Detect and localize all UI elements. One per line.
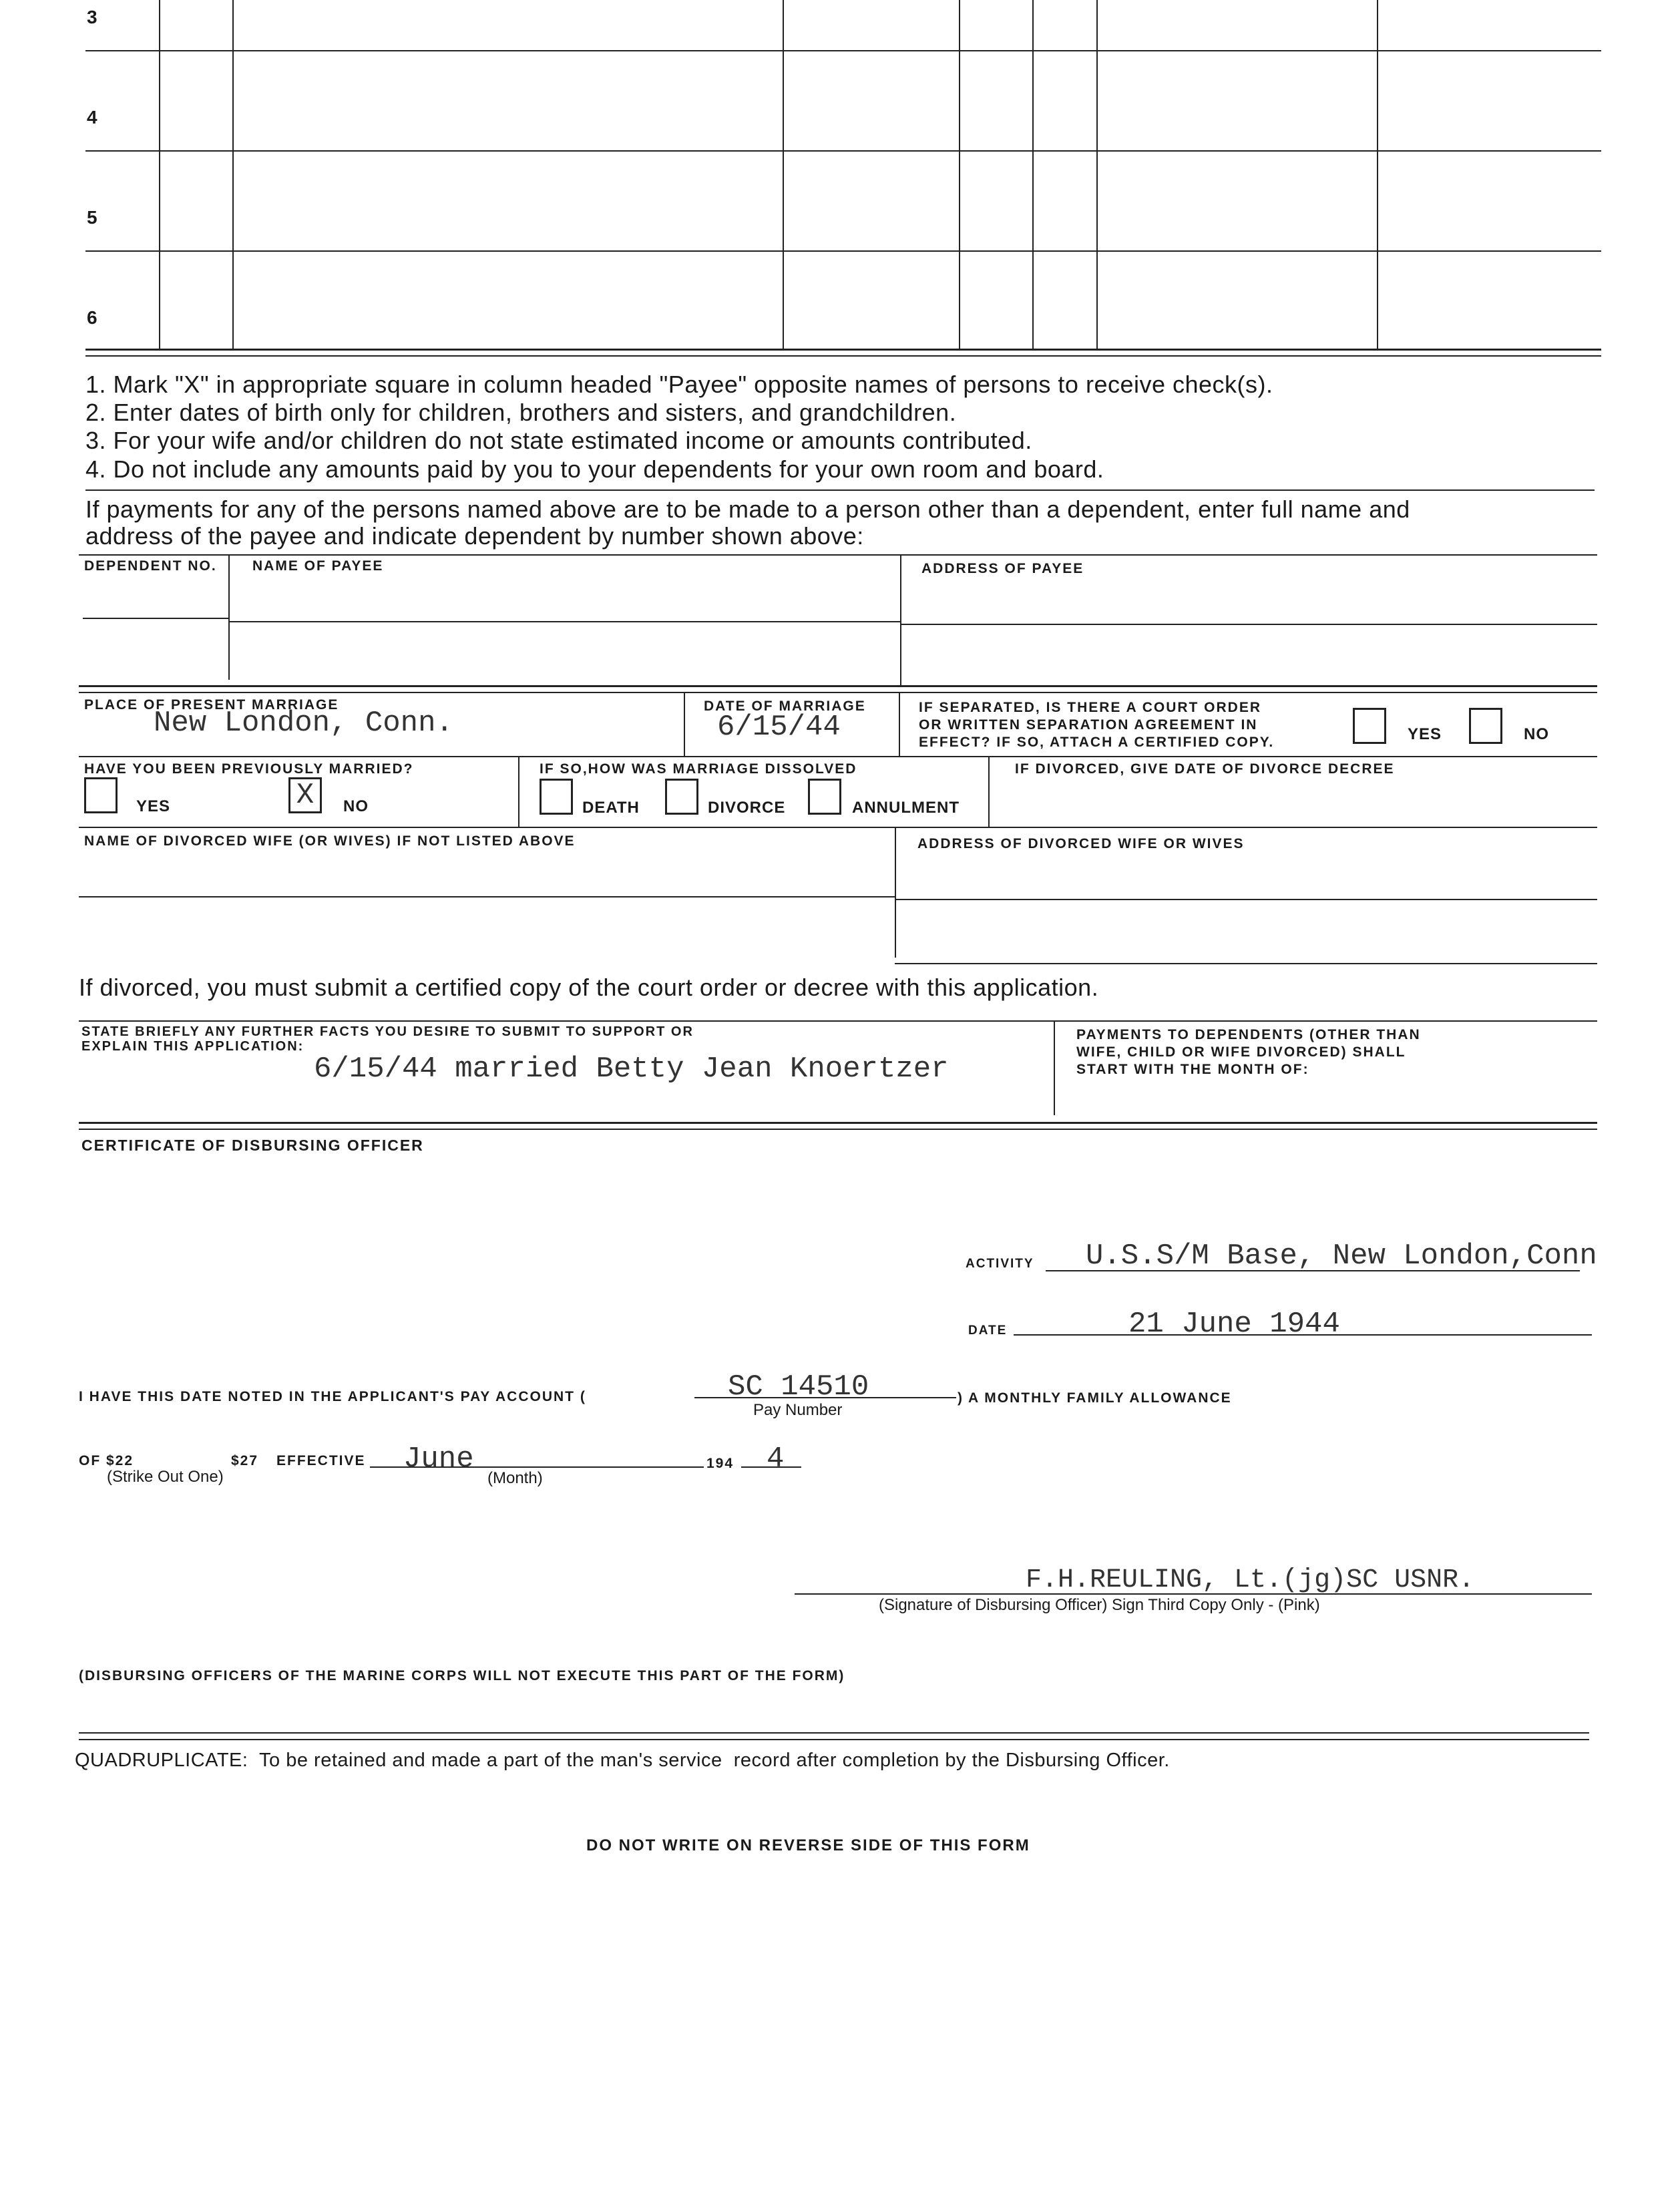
payee-note-line1: If payments for any of the persons named above are to be made to a person other than a dependent, enter full name and (85, 495, 1410, 523)
year-prefix: 194 (706, 1456, 734, 1471)
name-of-payee-label: NAME OF PAYEE (252, 558, 384, 574)
payee-note-line2: address of the payee and indicate dependent by number shown above: (85, 522, 864, 550)
facts-label-line1: STATE BRIEFLY ANY FURTHER FACTS YOU DESIRE TO SUBMIT TO SUPPORT OR (81, 1024, 694, 1039)
separation-no-checkbox[interactable] (1469, 708, 1502, 744)
dependent-no-label: DEPENDENT NO. (84, 558, 217, 574)
of-amount-text: OF $22 (79, 1453, 134, 1468)
previously-married-no-label: NO (343, 797, 369, 815)
date-label: DATE (968, 1324, 1008, 1338)
signature-caption: (Signature of Disbursing Officer) Sign Third Copy Only - (Pink) (879, 1596, 1320, 1614)
address-of-payee-field[interactable] (900, 624, 1597, 625)
officer-signature[interactable]: F.H.REULING, Lt.(jg)SC USNR. (1026, 1565, 1475, 1595)
facts-value[interactable]: 6/15/44 married Betty Jean Knoertzer (314, 1052, 949, 1086)
monthly-allowance-text: ) A MONTHLY FAMILY ALLOWANCE (958, 1390, 1232, 1406)
strike-out-caption: (Strike Out One) (107, 1468, 224, 1486)
month-value[interactable]: June (403, 1442, 474, 1476)
separation-yes-checkbox[interactable] (1353, 708, 1386, 744)
divorce-label: DIVORCE (708, 799, 786, 817)
death-label: DEATH (582, 799, 640, 817)
row-number: 4 (87, 107, 97, 128)
instruction-4: 4. Do not include any amounts paid by you to your dependents for your own room and board. (85, 455, 1104, 483)
separation-yes-label: YES (1408, 725, 1442, 743)
separation-question-line3: EFFECT? IF SO, ATTACH A CERTIFIED COPY. (919, 735, 1275, 750)
dependent-no-field[interactable] (83, 618, 228, 619)
year-digit[interactable]: 4 (767, 1442, 785, 1476)
reverse-side-note: DO NOT WRITE ON REVERSE SIDE OF THIS FORM (586, 1836, 1030, 1854)
pay-account-text: I HAVE THIS DATE NOTED IN THE APPLICANT'S PAY ACCOUNT ( (79, 1389, 586, 1404)
annulment-label: ANNULMENT (852, 799, 960, 817)
previously-married-yes-checkbox[interactable] (84, 777, 118, 813)
divorce-checkbox[interactable] (665, 779, 698, 815)
place-of-marriage-value[interactable]: New London, Conn. (154, 707, 453, 740)
annulment-checkbox[interactable] (808, 779, 841, 815)
previously-married-yes-label: YES (136, 797, 171, 815)
previously-married-no-mark: X (296, 779, 314, 812)
date-value[interactable]: 21 June 1944 (1128, 1308, 1340, 1341)
pay-number-value[interactable]: SC 14510 (728, 1370, 869, 1404)
payments-start-line1: PAYMENTS TO DEPENDENTS (OTHER THAN (1076, 1027, 1421, 1042)
activity-label: ACTIVITY (966, 1257, 1034, 1271)
place-of-marriage-label: PLACE OF PRESENT MARRIAGE (84, 697, 339, 713)
separation-question-line2: OR WRITTEN SEPARATION AGREEMENT IN (919, 717, 1258, 733)
row-number: 3 (87, 7, 97, 27)
divorced-wife-address-label: ADDRESS OF DIVORCED WIFE OR WIVES (917, 836, 1245, 851)
instruction-1: 1. Mark "X" in appropriate square in column headed "Payee" opposite names of persons to receive check(s). (85, 371, 1273, 398)
activity-value[interactable]: U.S.S/M Base, New London,Conn (1086, 1239, 1597, 1273)
amount-27: $27 (231, 1453, 259, 1468)
name-of-payee-field[interactable] (228, 621, 900, 622)
death-checkbox[interactable] (540, 779, 573, 815)
separation-no-label: NO (1524, 725, 1549, 743)
row-number: 5 (87, 207, 97, 228)
payments-start-line3: START WITH THE MONTH OF: (1076, 1062, 1309, 1077)
quadruplicate-note: QUADRUPLICATE: To be retained and made a part of the man's service record after completion by the Disbursing Officer. (75, 1750, 1170, 1771)
certificate-heading: CERTIFICATE OF DISBURSING OFFICER (81, 1137, 424, 1154)
previously-married-label: HAVE YOU BEEN PREVIOUSLY MARRIED? (84, 761, 414, 777)
instruction-3: 3. For your wife and/or children do not state estimated income or amounts contributed. (85, 427, 1032, 454)
month-caption: (Month) (487, 1469, 543, 1487)
address-of-payee-label: ADDRESS OF PAYEE (921, 561, 1084, 576)
divorced-wife-name-label: NAME OF DIVORCED WIFE (OR WIVES) IF NOT LISTED ABOVE (84, 833, 576, 849)
divorced-wife-address-field[interactable] (895, 899, 1597, 900)
pay-number-caption: Pay Number (753, 1401, 843, 1419)
divorced-wife-name-field[interactable] (79, 896, 895, 897)
divorce-date-label: IF DIVORCED, GIVE DATE OF DIVORCE DECREE (1015, 761, 1395, 777)
marine-corps-note: (DISBURSING OFFICERS OF THE MARINE CORPS WILL NOT EXECUTE THIS PART OF THE FORM) (79, 1668, 845, 1683)
effective-text: EFFECTIVE (276, 1453, 366, 1468)
instruction-2: 2. Enter dates of birth only for children, brothers and sisters, and grandchildren. (85, 399, 957, 426)
payments-start-line2: WIFE, CHILD OR WIFE DIVORCED) SHALL (1076, 1044, 1406, 1060)
date-of-marriage-value[interactable]: 6/15/44 (717, 711, 841, 744)
date-of-marriage-label: DATE OF MARRIAGE (704, 698, 866, 714)
row-number: 6 (87, 307, 97, 328)
divorce-note: If divorced, you must submit a certified copy of the court order or decree with this application. (79, 974, 1099, 1001)
separation-question-line1: IF SEPARATED, IS THERE A COURT ORDER (919, 700, 1262, 715)
facts-label-line2: EXPLAIN THIS APPLICATION: (81, 1039, 304, 1054)
dissolved-label: IF SO,HOW WAS MARRIAGE DISSOLVED (540, 761, 857, 777)
